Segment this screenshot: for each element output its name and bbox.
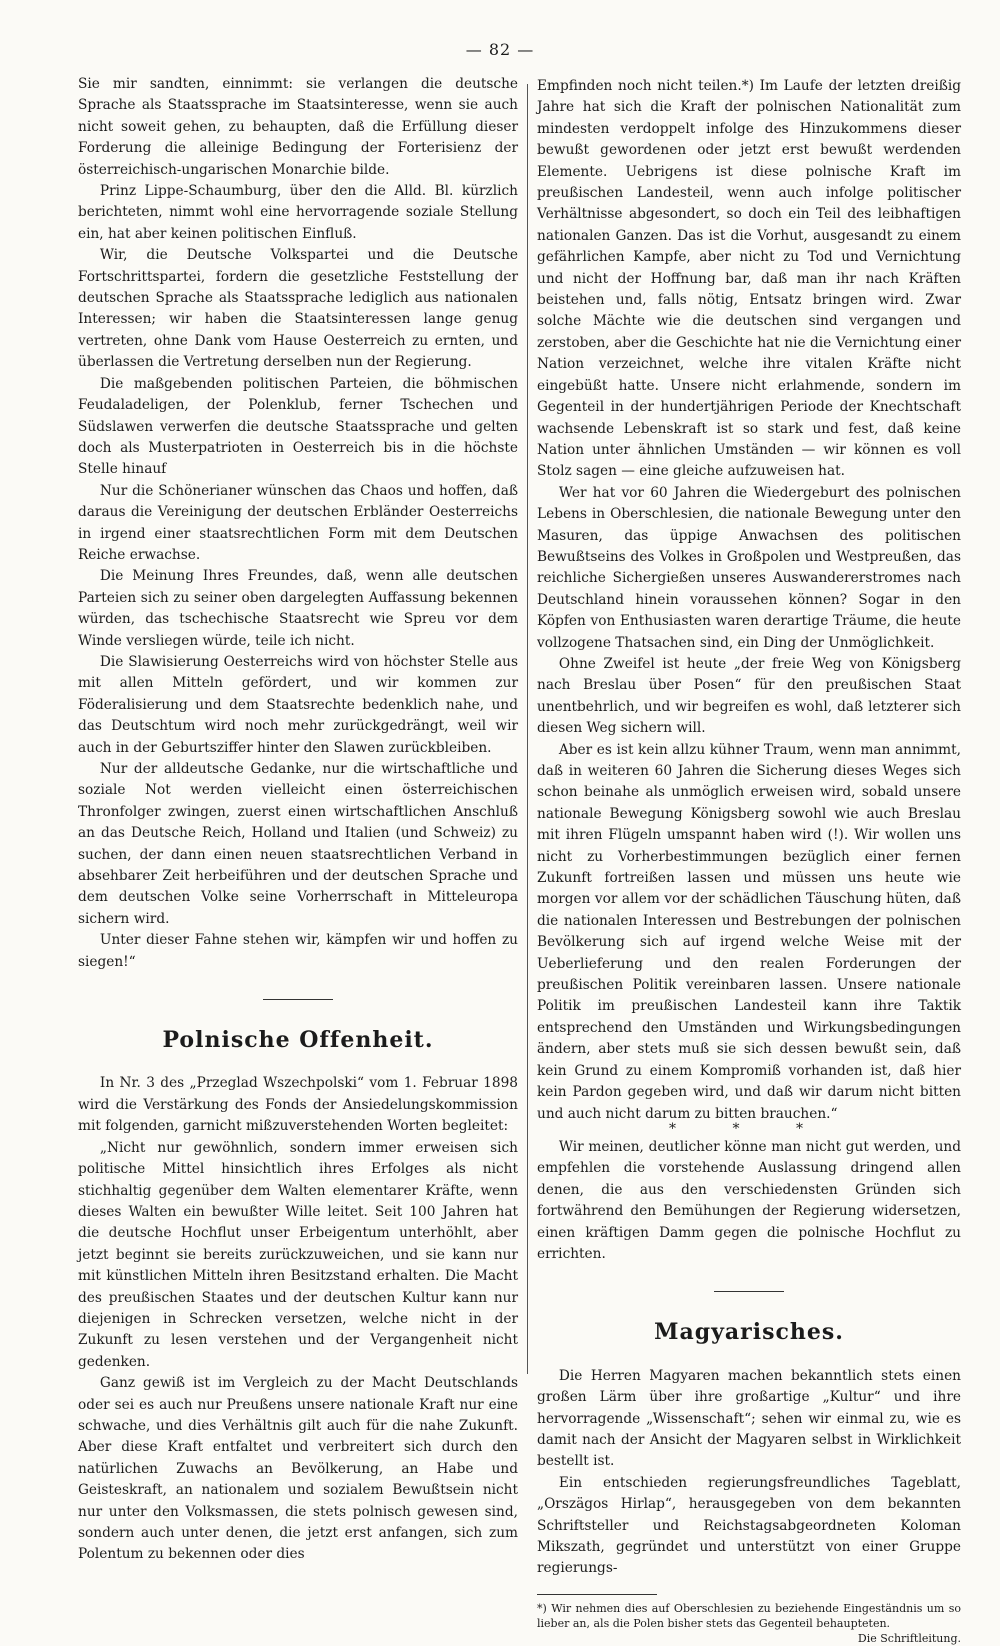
paragraph: „Nicht nur gewöhnlich, sondern immer erweisen sich politische Mittel hinsichtlich ihres Erfolges als nicht stichhaltig gegenüber dem Walten elementarer Kräfte, wenn dieses Walten ein bewußter Wille leitet. Seit 100 Jahren hat die deutsche Hochflut unser Erbeigentum unterhöhlt, aber jetzt beginnt sie bereits zurückzuweichen, und sie kann nur mit künstlichen Mitteln ihren Besitzstand erhalten. Die Macht des preußischen Staates und der deutschen Kultur kann nur diejenigen in Schrecken versetzen, welche nicht in der Zukunft zu lesen verstehen und der Vergangenheit nicht gedenken. (78, 1139, 518, 1370)
paragraph: Empfinden noch nicht teilen.*) Im Laufe der letzten dreißig Jahre hat sich die Kraft der polnischen Nationalität zum mindesten verdoppelt infolge des Hinzukommens dieser bewußt gewordenen oder jetzt erst bewußt werdenden Elemente. Uebrigens ist diese polnische Kraft im preußischen Landesteil, wenn auch infolge politischer Verhältnisse abgesondert, so doch ein Teil des leibhaftigen nationalen Ganzen. Das ist die Vorhut, ausgesandt zu einem gefährlichen Kampfe, aber nicht zu Tod und Vernichtung und nicht der Hoffnung bar, daß man ihr nach Kräften beistehen und, falls nötig, Entsatz bringen wird. Zwar solche Mächte wie die deutschen sind vergangen und zerstoben, aber die Geschichte hat nie die Vernichtung einer Nation verzeichnet, welche ihre vitalen Kräfte nicht eingebüßt hatte. Unsere nicht erlahmende, sondern im Gegenteil in der hundertjährigen Periode der Knechtschaft wachsende Lebenskraft ist so stark und fest, daß keine Nation unter ähnlichen Umständen — wir können es voll Stolz sagen — eine gleiche aufzuweisen hat. (537, 78, 961, 480)
page-number: — 82 — (465, 40, 535, 59)
paragraph: Die maßgebenden politischen Parteien, die böhmischen Feudaladeligen, der Polenklub, ferner Tschechen und Südslawen verwerfen die deutsche Staatssprache und gelten doch als Musterpatrioten in Oesterreich bis in die höchste Stelle hinauf (78, 375, 518, 478)
left-column (78, 74, 518, 1566)
paragraph: Prinz Lippe-Schaumburg, über den die Alld. Bl. kürzlich berichteten, nimmt wohl eine hervorragende soziale Stellung ein, hat aber keinen politischen Einfluß. (78, 183, 518, 242)
paragraph: Die Slawisierung Oesterreichs wird von höchster Stelle aus mit allen Mitteln gefördert, und wir kommen zur Föderalisierung und dem Staatsrechte bedenklich nahe, und das Deutschtum wird noch mehr zurückgedrängt, weil wir auch in der Geburtsziffer hinter den Slawen zurückbleiben. (78, 653, 518, 756)
paragraph: Ohne Zweifel ist heute „der freie Weg von Königsberg nach Breslau über Posen“ für den preußischen Staat unentbehrlich, und wir begreifen es wohl, daß letzterer sich diesen Weg sichern will. (537, 655, 961, 737)
paragraph: Sie mir sandten, einnimmt: sie verlangen die deutsche Sprache als Staatssprache im Staatsinteresse, wenn sie auch nicht soweit gehen, zu behaupten, daß die Erfüllung dieser Forderung die alleinige Bedingung der Forterisienz der österreichisch-ungarischen Monarchie bilde. (78, 76, 518, 178)
paragraph: Aber es ist kein allzu kühner Traum, wenn man annimmt, daß in weiteren 60 Jahren die Sicherung dieses Weges sich schon beinahe als unmöglich erweisen wird, sobald unsere nationale Bewegung Königsberg sowohl wie auch Breslau mit ihren Flügeln umspannt haben wird (!). Wir wollen uns nicht zu Vorherbestimmungen bezüglich einer fernen Zukunft fortreißen lassen und müssen uns heute wie morgen vor allem vor der schädlichen Täuschung hüten, daß die nationalen Interessen und Bestrebungen der polnischen Bevölkerung sich auf irgend welche Weise mit der Ueberlieferung und den realen Forderungen der preußischen Politik vereinbaren lassen. Unsere nationale Politik im preußischen Landesteil kann ihre Taktik entsprechend den Umständen und Wirkungsbedingungen ändern, aber stets muß sie sich dessen bewußt sein, daß kein Grund zu einem Kompromiß vorhanden ist, daß hier kein Pardon gegeben wird, und daß wir darum nicht bitten und auch nicht darum zu bitten brauchen.“ (537, 741, 961, 1122)
section-divider (263, 999, 333, 1000)
paragraph: Wir meinen, deutlicher könne man nicht gut werden, und empfehlen die vorstehende Auslassung dringend allen denen, die aus den verschiedensten Gründen sich fortwährend den Bemühungen der Regierung widersetzen, einen kräftigen Damm gegen die polnische Hochflut zu errichten. (537, 1138, 961, 1262)
paragraph: Ganz gewiß ist im Vergleich zu der Macht Deutschlands oder sei es auch nur Preußens unsere nationale Kraft nur eine schwache, und dies Verhältnis gilt auch für die nahe Zukunft. Aber diese Kraft entfaltet und verbreitert sich durch den natürlichen Zuwachs an Bevölkerung, an Habe und Geisteskraft, an nationalem und sozialem Bewußtsein nicht nur unter den Volksmassen, die stets polnisch gewesen sind, sondern auch unter denen, die jetzt erst anfangen, sich zum Polentum zu bekennen oder dies (78, 1375, 518, 1563)
footnote-text: *) Wir nehmen dies auf Oberschlesien zu beziehende Eingeständnis um so lieber an, als die Polen bisher stets das Gegenteil behaupteten. (537, 1601, 961, 1630)
paragraph: Unter dieser Fahne stehen wir, kämpfen wir und hoffen zu siegen!“ (78, 932, 518, 970)
paragraph: Nur der alldeutsche Gedanke, nur die wirtschaftliche und soziale Not werden vielleicht einen österreichischen Thronfolger zwingen, zuerst einen wirtschaftlichen Anschluß an das Deutsche Reich, Holland und Italien (und Schweiz) zu suchen, der dann einen neuen staatsrechtlichen Verband in absehbarer Zeit herbeiführen und der deutschen Sprache und dem deutschen Volke seine Vorherrschaft in Mitteleuropa sichern wird. (78, 761, 518, 927)
footnote (537, 1601, 961, 1645)
footnote-divider (537, 1594, 657, 1595)
section-divider (714, 1291, 784, 1292)
section-title: Polnische Offenheit. (162, 1027, 434, 1054)
paragraph: Ein entschieden regierungsfreundliches Tageblatt, „Orszägos Hirlap“, herausgegeben von dem bekannten Schriftsteller und Reichstagsabgeordneten Koloman Mikszath, gegründet und unterstützt von einer Gruppe regierungs- (537, 1474, 961, 1577)
column-divider (527, 84, 528, 1374)
right-column (537, 76, 961, 1646)
paragraph: Nur die Schönerianer wünschen das Chaos und hoffen, daß daraus die Vereinigung der deutschen Erbländer Oesterreichs in irgend einer staatsrechtlichen Form mit dem Deutschen Reiche erwachse. (78, 482, 518, 563)
section-title: Magyarisches. (654, 1319, 844, 1346)
paragraph: In Nr. 3 des „Przeglad Wszechpolski“ vom 1. Februar 1898 wird die Verstärkung des Fonds der Ansiedelungskommission mit folgenden, garnicht mißzuverstehenden Worten begleitet: (78, 1075, 518, 1135)
paragraph: Wer hat vor 60 Jahren die Wiedergeburt des polnischen Lebens in Oberschlesien, die nationale Bewegung unter den Masuren, das üppige Anwachsen des politischen Bewußtseins des Volkes in Großpolen und Westpreußen, das reichliche Sichergießen unseres Auswandererstromes nach Deutschland hinein voraussehen können? Sogar in den Köpfen von Enthusiasten waren derartige Träume, die heute vollzogene Thatsachen sind, ein Ding der Unmöglichkeit. (537, 484, 961, 651)
paragraph: Die Herren Magyaren machen bekanntlich stets einen großen Lärm über ihre großartige „Kultur“ und ihre hervorragende „Wissenschaft“; sehen wir einmal zu, wie es damit nach der Ansicht der Magyaren selbst in Wirklichkeit bestellt ist. (537, 1367, 961, 1470)
paragraph: Die Meinung Ihres Freundes, daß, wenn alle deutschen Parteien sich zu seiner oben dargelegten Auffassung bekennen würden, das tschechische Staatsrecht wie Spreu vor dem Winde versliegen würde, teile ich nicht. (78, 568, 518, 649)
asterisks-separator: * * * (669, 1120, 829, 1137)
paragraph: Wir, die Deutsche Volkspartei und die Deutsche Fortschrittspartei, fordern die gesetzliche Feststellung der deutschen Sprache als Staatssprache lediglich aus nationalen Interessen; wir haben die Staatsinteressen lange genug vertreten, ohne Dank vom Hause Oesterreich zu ernten, und überlassen die Vertretung derselben nun der Regierung. (78, 247, 518, 371)
footnote-signature: Die Schriftleitung. (857, 1631, 961, 1645)
